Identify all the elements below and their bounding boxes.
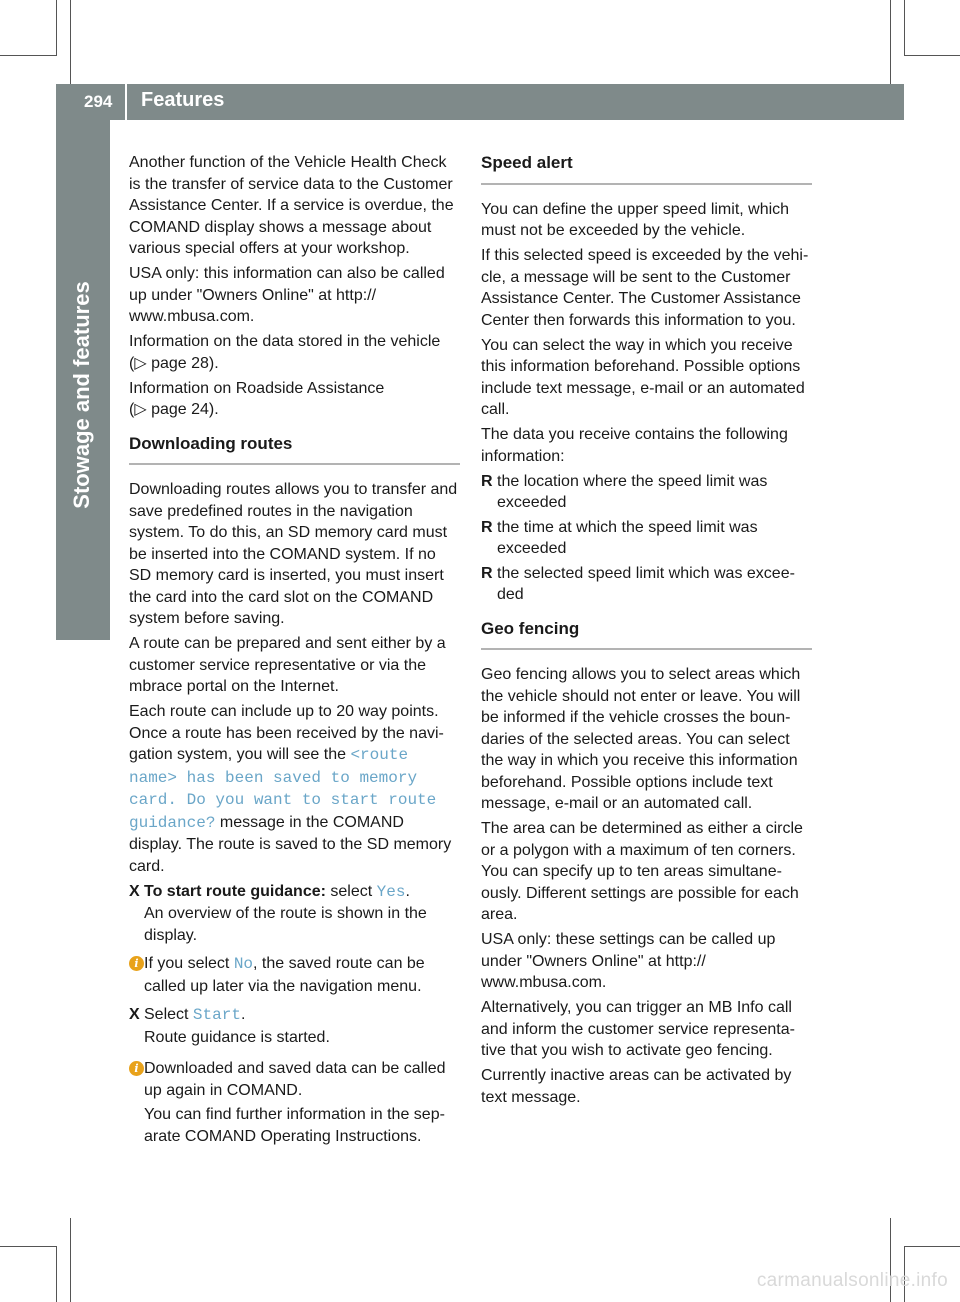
list-item — [481, 471, 812, 514]
list-item — [481, 517, 812, 560]
bullet-marker: R — [481, 518, 493, 536]
paragraph: Downloading routes allows you to transfer and save predefined routes in the navigation system. To do this, an SD memory card must be inserted into the COMAND system. If no SD memory card is inserted, you must insert the card into the card slot on the COMAND system before saving. — [129, 481, 458, 627]
page-number: 294 — [84, 92, 113, 111]
header-divider — [125, 84, 127, 120]
text: Once a route has been received by the navi- gation system, you will see the — [129, 724, 444, 763]
text: Select — [144, 1006, 193, 1023]
display-option: No — [233, 955, 254, 973]
page-reference: (▷ page 24). — [129, 401, 219, 418]
bullet-marker: R — [481, 564, 493, 582]
paragraph — [129, 378, 460, 421]
instruction-step — [129, 1004, 460, 1048]
paragraph: USA only: these settings can be called up under "Owners Online" at http:// www.mbusa.com. — [481, 931, 776, 991]
paragraph: USA only: this information can also be called up under "Owners Online" at http:// www.mbusa.com. — [129, 265, 445, 325]
info-note — [129, 1058, 460, 1147]
crop-mark — [70, 0, 71, 84]
crop-mark — [0, 1246, 56, 1247]
list-item — [481, 563, 812, 606]
heading-wrap — [481, 152, 812, 185]
paragraph: Currently inactive areas can be activated by text message. — [481, 1067, 792, 1106]
text: You can find further information in the sep- arate COMAND Operating Instructions. — [144, 1106, 445, 1145]
text: select — [325, 882, 377, 900]
paragraph — [129, 331, 460, 374]
paragraph: Each route can include up to 20 way points. — [129, 703, 439, 720]
watermark: carmanualsonline.info — [756, 1270, 948, 1291]
info-note — [129, 953, 460, 997]
list-item-text: the selected speed limit which was excee- ded — [497, 564, 795, 603]
info-icon: i — [129, 1061, 144, 1076]
instruction-step — [129, 881, 460, 947]
paragraph: You can select the way in which you receive this information beforehand. Possible options include text message, e-mail or an automated call. — [481, 336, 805, 418]
text: Downloaded and saved data can be called up again in COMAND. — [144, 1060, 446, 1099]
text: Information on the data stored in the vehicle — [129, 333, 441, 350]
text: . — [405, 882, 410, 900]
heading-speed-alert: Speed alert — [481, 152, 812, 185]
paragraph: Geo fencing allows you to select areas which the vehicle should not enter or leave. You will be informed if the vehicle crosses the boun- daries of the selected areas. You can select the way in which you receive this information beforehand. Possible options include text message, e-mail or an automated call. — [481, 666, 801, 812]
text: If you select — [144, 955, 234, 972]
bullet-list — [481, 471, 812, 606]
text: , the saved route can be called up later via the navigation menu. — [144, 955, 425, 995]
paragraph: Another function of the Vehicle Health Check is the transfer of service data to the Customer Assistance Center. If a service is overdue, the COMAND display shows a message about various special offers at your workshop. — [129, 154, 454, 257]
crop-mark — [890, 0, 891, 84]
paragraph: The area can be determined as either a circle or a polygon with a maximum of ten corners. You can specify up to ten areas simultane- ously. Different settings are possible for each area. — [481, 820, 803, 923]
paragraph: You can define the upper speed limit, which must not be exceeded by the vehicle. — [481, 200, 790, 239]
display-message: <route name> has been saved to memory card. Do you want to start route guidance? — [129, 746, 437, 832]
paragraph — [129, 723, 460, 878]
step-marker: X — [129, 1006, 140, 1023]
left-column — [129, 152, 460, 1151]
paragraph: A route can be prepared and sent either by a customer service representative or via the mbrace portal on the Internet. — [129, 635, 446, 695]
crop-mark — [0, 55, 56, 56]
heading-geo-fencing: Geo fencing — [481, 618, 812, 651]
text: Information on Roadside Assistance — [129, 379, 385, 397]
crop-mark — [904, 55, 960, 56]
info-icon: i — [129, 956, 144, 971]
page-reference: (▷ page 28). — [129, 354, 219, 372]
text: . — [240, 1006, 246, 1023]
display-option: Start — [192, 1006, 241, 1024]
step-result: Route guidance is started. — [144, 1028, 330, 1046]
side-tab-label: Stowage and features — [69, 281, 94, 509]
crop-mark — [56, 1246, 57, 1302]
step-result: An overview of the route is shown in the display. — [144, 905, 427, 944]
paragraph: Alternatively, you can trigger an MB Info call and inform the customer service representa- tive that you wish to activate geo fencing. — [481, 999, 795, 1059]
heading-wrap — [481, 618, 812, 651]
crop-mark — [70, 1218, 71, 1302]
list-item-text: the time at which the speed limit was exceeded — [497, 518, 758, 557]
text: message in the COMAND display. The route is saved to the SD memory card. — [129, 813, 452, 875]
section-title: Features — [141, 89, 225, 111]
bullet-marker: R — [481, 472, 493, 490]
step-label: To start route guidance: — [144, 882, 326, 900]
display-option: Yes — [376, 882, 406, 901]
heading-downloading-routes: Downloading routes — [129, 433, 460, 466]
list-item-text: the location where the speed limit was exceeded — [497, 472, 768, 511]
crop-mark — [904, 1246, 960, 1247]
step-marker: X — [129, 882, 140, 900]
crop-mark — [56, 0, 57, 56]
crop-mark — [904, 0, 905, 56]
right-column — [481, 152, 812, 1112]
heading-wrap — [129, 433, 460, 466]
paragraph: If this selected speed is exceeded by the vehi- cle, a message will be sent to the Customer Assistance Center. The Customer Assistance Center then forwards this information to you. — [481, 247, 809, 329]
paragraph: The data you receive contains the following information: — [481, 426, 788, 465]
